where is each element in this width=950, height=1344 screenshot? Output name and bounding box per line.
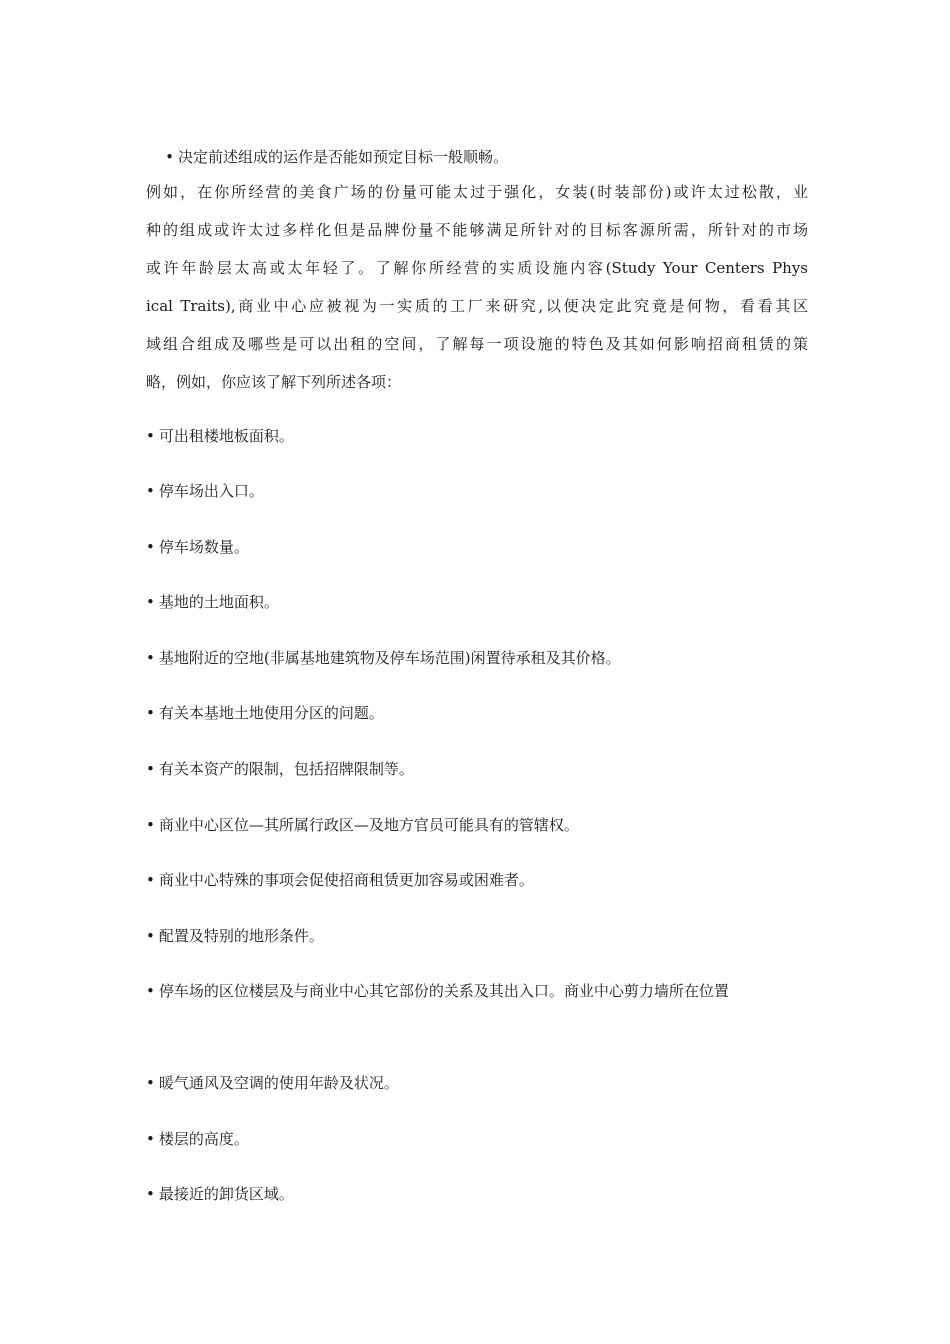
bullet-mark: • <box>146 816 155 834</box>
list-item <box>146 926 324 946</box>
list-item-text: 楼层的高度。 <box>158 1130 249 1148</box>
list-item <box>146 1073 399 1093</box>
list-item-text: 有关本基地土地使用分区的问题。 <box>158 704 384 722</box>
list-item <box>146 759 414 779</box>
bullet-mark: • <box>146 593 155 611</box>
list-item-text: 停车场出入口。 <box>158 482 264 500</box>
list-item-text: 停车场数量。 <box>158 538 249 556</box>
bullet-mark: • <box>146 649 155 667</box>
paragraph-line: ical Traits),商业中心应被视为一实质的工厂来研究,以便决定此究竟是何物，看看其区 <box>146 297 808 315</box>
bullet-mark: • <box>146 538 155 556</box>
bullet-mark: • <box>165 148 174 166</box>
list-item-text: 有关本资产的限制，包括招牌限制等。 <box>158 760 414 778</box>
paragraph-line: 种的组成或许太过多样化但是品牌份量不能够满足所针对的目标客源所需，所针对的市场 <box>146 221 808 239</box>
list-item <box>146 426 294 446</box>
list-item <box>146 703 384 723</box>
paragraph-line: 域组合组成及哪些是可以出租的空间，了解每一项设施的特色及其如何影响招商租赁的策 <box>146 335 808 353</box>
list-item-text: 停车场的区位楼层及与商业中心其它部份的关系及其出入口。商业中心剪力墙所在位置 <box>158 982 729 1000</box>
list-item <box>146 981 729 1001</box>
list-item <box>146 1129 249 1149</box>
list-item-text: 商业中心区位—其所属行政区—及地方官员可能具有的管辖权。 <box>158 816 579 834</box>
bullet-mark: • <box>146 927 155 945</box>
list-item <box>146 648 621 668</box>
list-item-text: 暖气通风及空调的使用年龄及状况。 <box>158 1074 399 1092</box>
list-item-text: 最接近的卸货区域。 <box>158 1185 294 1203</box>
list-item-text: 基地的土地面积。 <box>158 593 279 611</box>
list-item <box>146 815 579 835</box>
bullet-mark: • <box>146 427 155 445</box>
list-item <box>146 537 249 557</box>
list-item <box>146 870 534 890</box>
list-item <box>146 592 279 612</box>
bullet-mark: • <box>146 982 155 1000</box>
bullet-mark: • <box>146 1074 155 1092</box>
list-item-text: 基地附近的空地(非属基地建筑物及停车场范围)闲置待承租及其价格。 <box>158 649 621 667</box>
bullet-mark: • <box>146 1130 155 1148</box>
list-item <box>146 1184 294 1204</box>
list-item <box>146 127 508 187</box>
paragraph-line: 或许年龄层太高或太年轻了。了解你所经营的实质设施内容(Study Your Centers Phys <box>146 259 808 277</box>
bullet-mark: • <box>146 704 155 722</box>
list-item-text: 商业中心特殊的事项会促使招商租赁更加容易或困难者。 <box>158 871 534 889</box>
list-item-text: 可出租楼地板面积。 <box>158 427 294 445</box>
list-item <box>146 481 264 501</box>
bullet-mark: • <box>146 871 155 889</box>
list-item-text: 配置及特别的地形条件。 <box>158 927 324 945</box>
list-item-text: 决定前述组成的运作是否能如预定目标一般顺畅。 <box>177 148 508 166</box>
bullet-mark: • <box>146 482 155 500</box>
bullet-mark: • <box>146 1185 155 1203</box>
bullet-mark: • <box>146 760 155 778</box>
paragraph-line: 略，例如，你应该了解下列所述各项： <box>146 373 402 391</box>
paragraph-line: 例如，在你所经营的美食广场的份量可能太过于强化，女装(时装部份)或许太过松散，业 <box>146 183 808 201</box>
